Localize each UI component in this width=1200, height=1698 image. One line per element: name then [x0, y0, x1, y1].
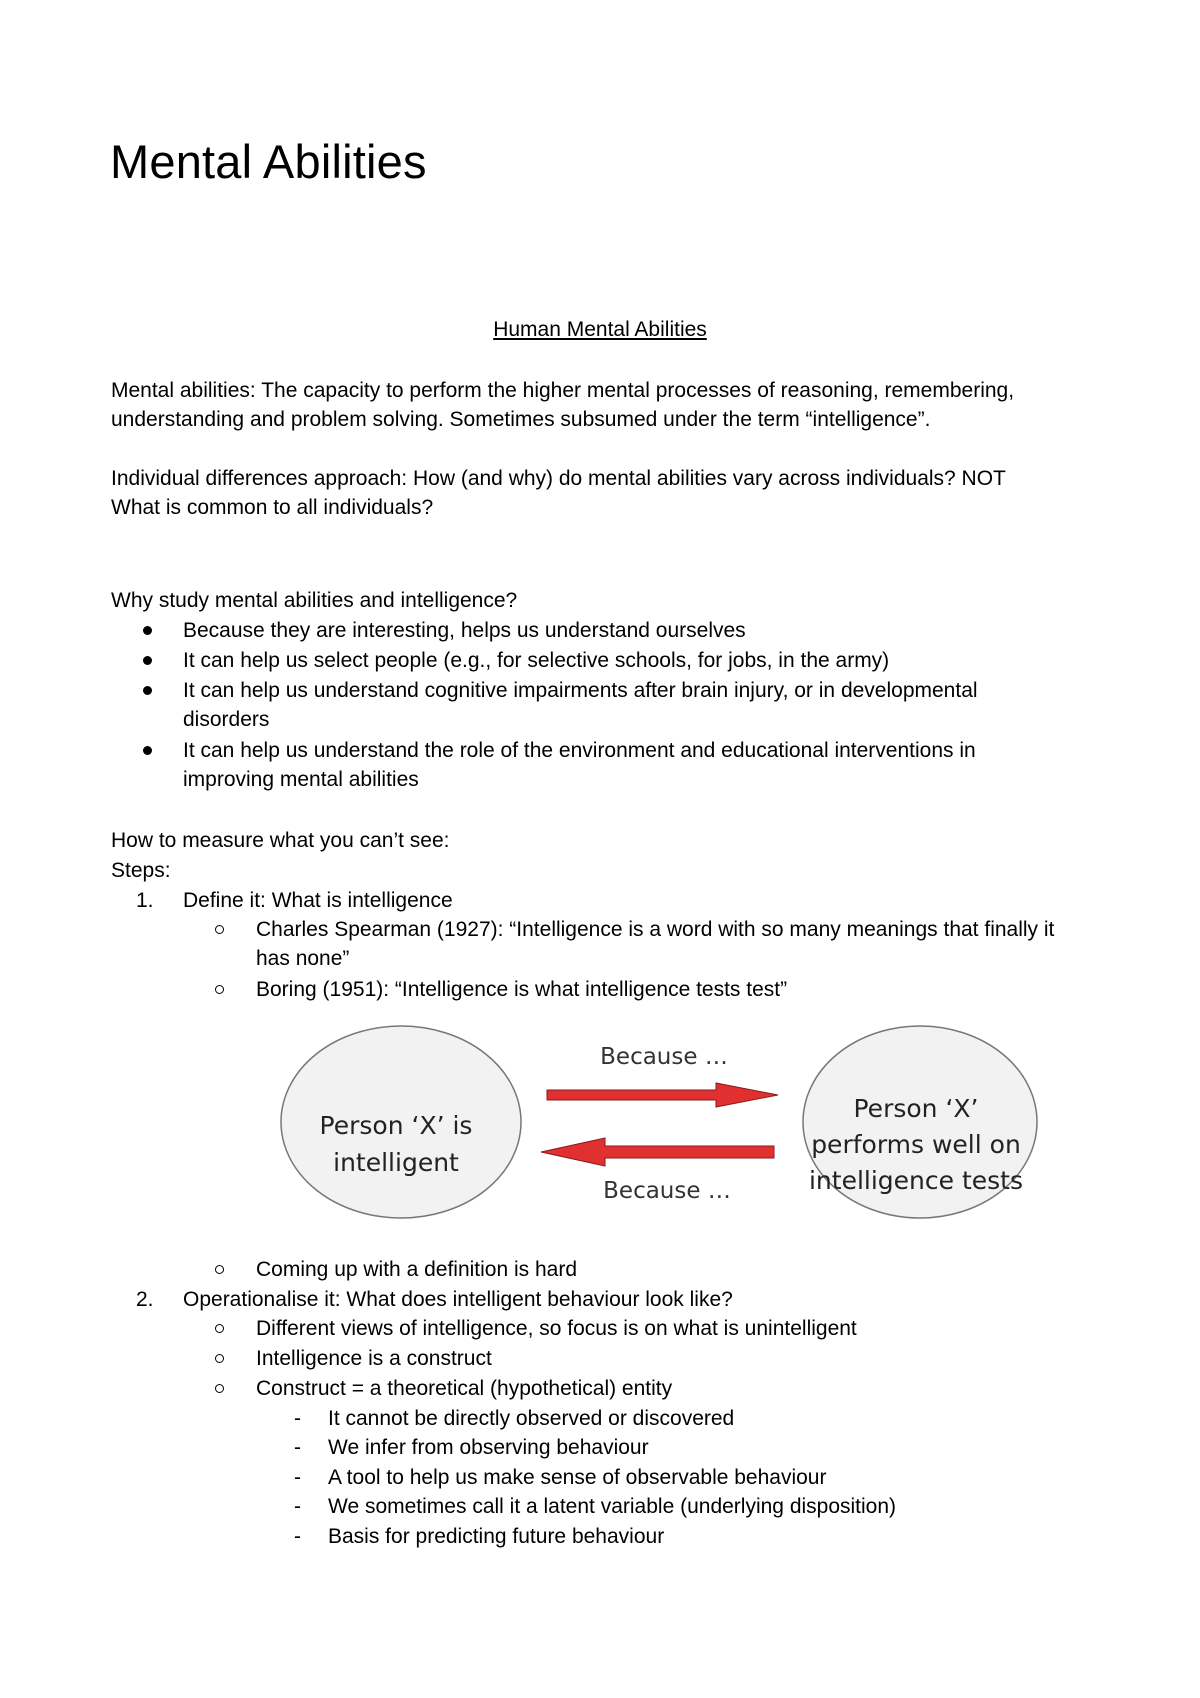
bullet-icon [143, 626, 152, 635]
definition-line: understanding and problem solving. Sometimes subsumed under the term “intelligence”. [111, 408, 931, 431]
list-item: It can help us select people (e.g., for selective schools, for jobs, in the army) [183, 649, 890, 672]
right-circle-line: Person ‘X’ [853, 1094, 979, 1123]
sub-bullet-icon [215, 1384, 224, 1393]
dash-item: A tool to help us make sense of observable behaviour [328, 1466, 827, 1489]
bullet-icon [143, 686, 152, 695]
dash-marker: - [294, 1436, 301, 1459]
top-arrow-label: Because … [600, 1044, 728, 1070]
dash-marker: - [294, 1407, 301, 1430]
dash-item: We sometimes call it a latent variable (underlying disposition) [328, 1495, 897, 1518]
dash-marker: - [294, 1525, 301, 1548]
steps-label: Steps: [111, 859, 171, 882]
approach-line: What is common to all individuals? [111, 496, 434, 519]
measure-label: How to measure what you can’t see: [111, 829, 450, 852]
dash-marker: - [294, 1495, 301, 1518]
arrow-left-icon [541, 1138, 774, 1166]
list-item: It can help us understand the role of the environment and educational interventions in [183, 739, 976, 762]
bullet-icon [143, 656, 152, 665]
dash-item: We infer from observing behaviour [328, 1436, 649, 1459]
sub-bullet-icon [215, 1265, 224, 1274]
left-circle-line: Person ‘X’ is [319, 1111, 473, 1140]
dash-item: Basis for predicting future behaviour [328, 1525, 665, 1548]
sub-bullet-icon [215, 1324, 224, 1333]
step-number: 1. [136, 889, 154, 912]
step-number: 2. [136, 1288, 154, 1311]
intelligence-diagram [270, 1020, 1050, 1230]
list-item-continuation: improving mental abilities [183, 768, 419, 791]
approach-line: Individual differences approach: How (and why) do mental abilities vary across individuals? NOT [111, 467, 1006, 490]
sub-item: Construct = a theoretical (hypothetical) entity [256, 1377, 673, 1400]
sub-item: Coming up with a definition is hard [256, 1258, 578, 1281]
arrow-right-icon [547, 1083, 778, 1107]
dash-marker: - [294, 1466, 301, 1489]
step-text: Operationalise it: What does intelligent behaviour look like? [183, 1288, 733, 1311]
sub-bullet-icon [215, 925, 224, 934]
sub-item: Intelligence is a construct [256, 1347, 492, 1370]
why-label: Why study mental abilities and intelligence? [111, 589, 518, 612]
bottom-arrow-label: Because … [603, 1178, 731, 1204]
dash-item: It cannot be directly observed or discovered [328, 1407, 735, 1430]
list-item: Because they are interesting, helps us understand ourselves [183, 619, 746, 642]
sub-item: Different views of intelligence, so focus is on what is unintelligent [256, 1317, 857, 1340]
sub-bullet-icon [215, 1354, 224, 1363]
right-circle-line: intelligence tests [808, 1166, 1024, 1195]
page-title: Mental Abilities [110, 135, 427, 188]
bullet-icon [143, 746, 152, 755]
definition-line: Mental abilities: The capacity to perform the higher mental processes of reasoning, remembering, [111, 379, 1015, 402]
left-circle-line: intelligent [333, 1148, 459, 1177]
list-item: It can help us understand cognitive impairments after brain injury, or in developmental [183, 679, 978, 702]
section-heading: Human Mental Abilities [493, 318, 707, 341]
sub-item-continuation: has none” [256, 947, 350, 970]
right-circle-line: performs well on [811, 1130, 1021, 1159]
sub-item: Boring (1951): “Intelligence is what intelligence tests test” [256, 978, 788, 1001]
sub-item: Charles Spearman (1927): “Intelligence is a word with so many meanings that finally it [256, 918, 1055, 941]
list-item-continuation: disorders [183, 708, 270, 731]
sub-bullet-icon [215, 985, 224, 994]
step-text: Define it: What is intelligence [183, 889, 453, 912]
